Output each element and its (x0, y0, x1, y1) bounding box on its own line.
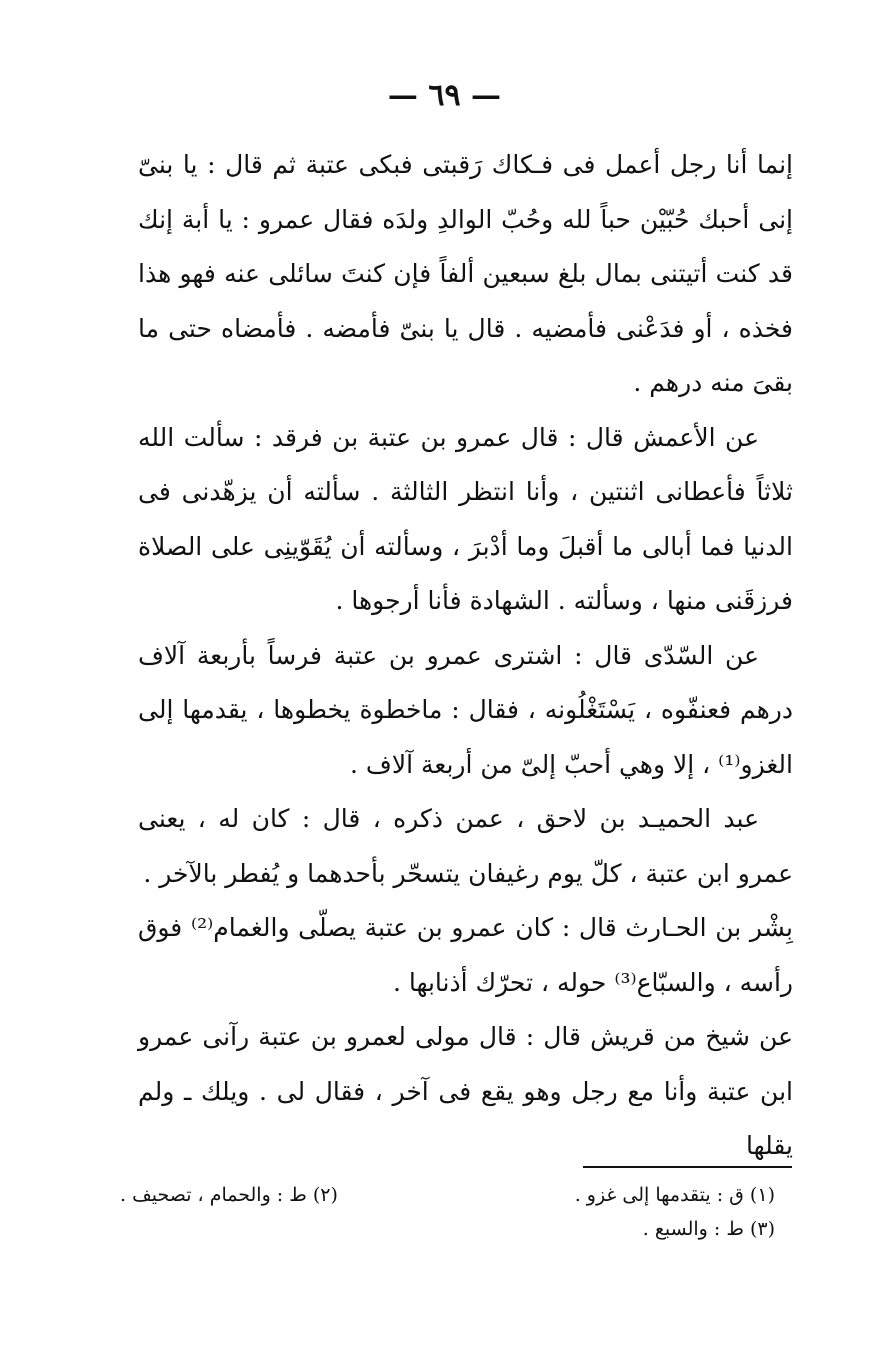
footnote-row (120, 1212, 775, 1246)
main-text (138, 138, 793, 1174)
paragraph-6: عن شيخ من قريش قال : قال مولى لعمرو بن عتبة رآنى عمرو ابن عتبة وأنا مع رجل وهو يقع فى آخر ، فقال لى . ويلك ـ ولم يقلها (138, 1022, 793, 1160)
footnotes (120, 1178, 775, 1246)
footnote-row (120, 1178, 775, 1212)
footnote-2: (٢) ط : والحمام ، تصحيف . (120, 1184, 338, 1206)
paragraph-4: عبد الحميـد بن لاحق ، عمن ذكره ، قال : كان له ، يعنى عمرو ابن عتبة ، كلّ يوم رغيفان يتسحّر بأحدهما و يُفطر بالآخر . (138, 804, 793, 888)
footnote-3: (٣) ط : والسبع . (642, 1218, 775, 1240)
paragraph-2: عن الأعمش قال : قال عمرو بن عتبة بن فرقد : سألت الله ثلاثاً فأعطانى اثنتين ، وأنا انتظر الثالثة . سألته أن يزهّدنى فى الدنيا فما أبالى ما أقبلَ وما أدْبرَ ، وسألته أن يُقَوّينِى على الصلاة فرزقَنى منها ، وسألته . الشهادة فأنا أرجوها . (138, 422, 793, 615)
footnote-1: (١) ق : يتقدمها إلى غزو . (574, 1184, 775, 1206)
paragraph-3: عن السّدّى قال : اشترى عمرو بن عتبة فرساً بأربعة آلاف درهم فعنفّوه ، يَسْتَغْلُونه ، فقال : ماخطوة يخطوها ، يقدمها إلى الغزو⁽¹⁾ ، إلا وهي أحبّ إلىّ من أربعة آلاف . (138, 640, 793, 779)
paragraph-1: إنما أنا رجل أعمل فى فـكاك رَقبتى فبكى عتبة ثم قال : يا بنىّ إنى أحبك حُبّيْن حباً لله وحُبّ الوالدِ ولدَه فقال عمرو : يا أبة إنك قد كنت أتيتنى بمال بلغ سبعين ألفاً فإن كنتَ سائلى عنه فهو هذا فخذه ، أو فدَعْنى فأمضيه . قال يا بنىّ فأمضه . فأمضاه حتى ما بقىَ منه درهم . (138, 150, 793, 397)
paragraph-5: بِشْر بن الحـارث قال : كان عمرو بن عتبة يصلّى والغمام⁽²⁾ فوق رأسه ، والسبّاع⁽³⁾ حوله ، تحرّك أذنابها . (138, 913, 793, 997)
page-number: — ٦٩ — (387, 78, 502, 113)
footnote-divider (583, 1166, 792, 1168)
